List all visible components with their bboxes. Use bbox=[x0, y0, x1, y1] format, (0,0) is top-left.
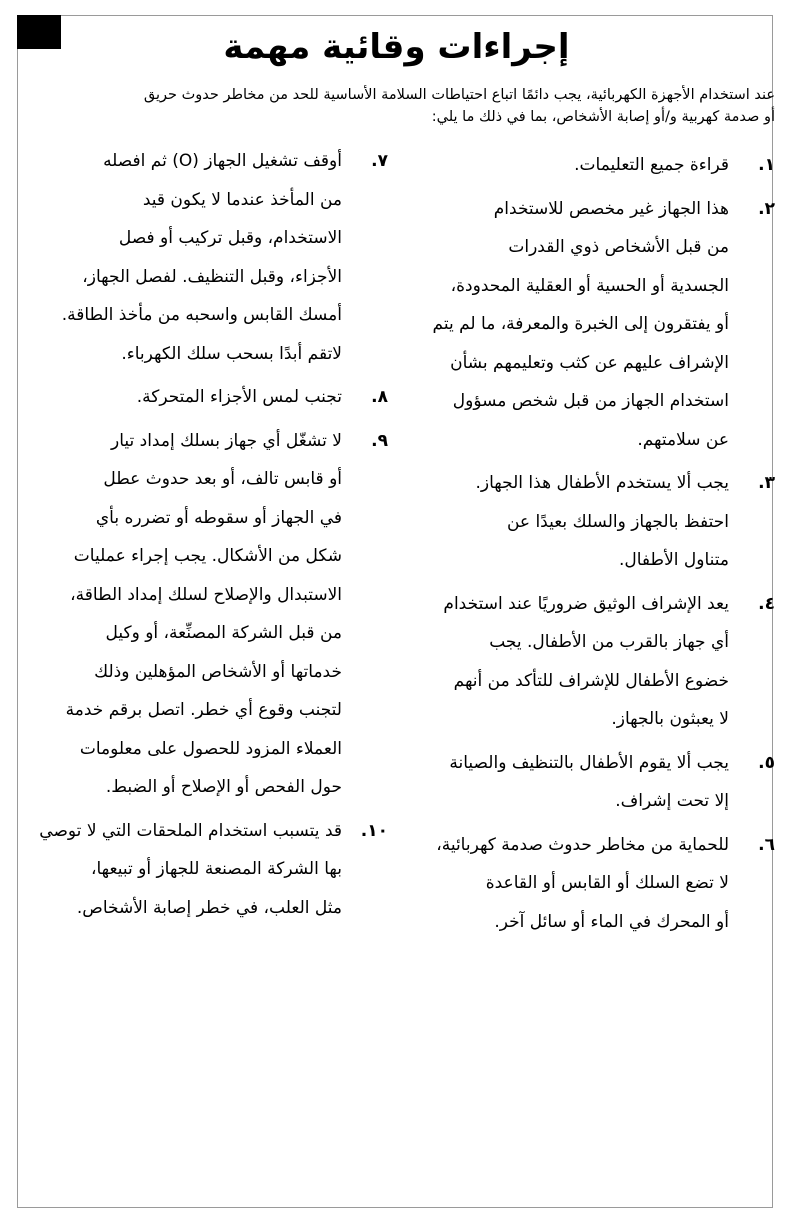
item-number: ١٠. bbox=[360, 820, 388, 841]
item-number: ٣. bbox=[758, 473, 775, 493]
item-line: لا تشغّل أي جهاز بسلك إمداد تيار bbox=[110, 430, 342, 451]
intro-line: أو صدمة كهربية و/أو إصابة الأشخاص، بما في ذلك ما يلي: bbox=[431, 109, 775, 125]
left-column bbox=[16, 142, 388, 932]
item-line: لا تضع السلك أو القابس أو القاعدة bbox=[485, 873, 729, 893]
list-item bbox=[16, 422, 388, 807]
item-line: يجب ألا يستخدم الأطفال هذا الجهاز. bbox=[475, 473, 729, 493]
item-line: شكل من الأشكال. يجب إجراء عمليات bbox=[73, 546, 342, 566]
list-item bbox=[405, 744, 775, 821]
item-line: أو يفتقرون إلى الخبرة والمعرفة، ما لم يتم bbox=[432, 314, 729, 334]
page-title: إجراءات وقائية مهمة bbox=[223, 27, 570, 67]
item-line: أي جهاز بالقرب من الأطفال. يجب bbox=[489, 632, 729, 652]
item-line: من قبل الأشخاص ذوي القدرات bbox=[508, 237, 729, 257]
item-number: ٧. bbox=[371, 151, 388, 171]
item-line: الجسدية أو الحسية أو العقلية المحدودة، bbox=[450, 275, 729, 296]
item-line: أو قابس تالف، أو بعد حدوث عطل bbox=[103, 469, 342, 489]
item-line: متناول الأطفال. bbox=[619, 550, 729, 570]
item-line: لا يعبثون بالجهاز. bbox=[611, 709, 729, 729]
list-item bbox=[405, 190, 775, 460]
item-line: قد يتسبب استخدام الملحقات التي لا توصي bbox=[39, 820, 342, 841]
list-item bbox=[405, 464, 775, 580]
list-item bbox=[405, 826, 775, 942]
item-number: ٢. bbox=[758, 198, 775, 219]
item-line: الإشراف عليهم عن كثب وتعليمهم بشأن bbox=[450, 352, 729, 373]
item-line: مثل العلب، في خطر إصابة الأشخاص. bbox=[76, 897, 342, 918]
item-line: هذا الجهاز غير مخصص للاستخدام bbox=[493, 198, 729, 219]
item-line: أوقف تشغيل الجهاز (O) ثم افصله bbox=[103, 151, 342, 171]
item-line: خضوع الأطفال للإشراف للتأكد من أنهم bbox=[453, 670, 729, 691]
item-line: لاتقم أبدًا بسحب سلك الكهرباء. bbox=[121, 343, 342, 364]
item-line: العملاء المزود للحصول على معلومات bbox=[79, 738, 342, 759]
item-line: إلا تحت إشراف. bbox=[615, 791, 729, 811]
item-line: للحماية من مخاطر حدوث صدمة كهربائية، bbox=[436, 834, 729, 855]
intro-line: عند استخدام الأجهزة الكهربائية، يجب دائمًا اتباع احتياطات السلامة الأساسية للحد من مخاطر حدوث حريق bbox=[143, 87, 775, 103]
item-number: ١. bbox=[758, 155, 775, 175]
item-line: يجب ألا يقوم الأطفال بالتنظيف والصيانة bbox=[449, 752, 729, 773]
item-line: أمسك القابس واسحبه من مأخذ الطاقة. bbox=[61, 305, 342, 325]
item-number: ٥. bbox=[758, 752, 775, 773]
list-item bbox=[16, 378, 388, 417]
item-line: قراءة جميع التعليمات. bbox=[574, 155, 729, 175]
item-line: خدماتها أو الأشخاص المؤهلين وذلك bbox=[94, 661, 342, 682]
item-line: لتجنب وقوع أي خطر. اتصل برقم خدمة bbox=[65, 700, 342, 720]
item-line: الاستبدال والإصلاح لسلك إمداد الطاقة، bbox=[70, 584, 342, 605]
item-line: الاستخدام، وقبل تركيب أو فصل bbox=[118, 228, 342, 248]
item-line: حول الفحص أو الإصلاح أو الضبط. bbox=[105, 777, 342, 797]
item-number: ٤. bbox=[758, 593, 775, 614]
item-line: استخدام الجهاز من قبل شخص مسؤول bbox=[452, 391, 729, 411]
item-number: ٨. bbox=[371, 387, 388, 407]
list-item bbox=[16, 812, 388, 928]
item-line: يعد الإشراف الوثيق ضروريًا عند استخدام bbox=[443, 593, 729, 614]
item-line: في الجهاز أو سقوطه أو تضرره بأي bbox=[95, 507, 342, 528]
item-line: الأجزاء، وقبل التنظيف. لفصل الجهاز، bbox=[82, 266, 342, 287]
intro-paragraph bbox=[66, 84, 775, 128]
item-number: ٩. bbox=[371, 430, 388, 451]
list-item bbox=[16, 142, 388, 373]
list-item bbox=[405, 146, 775, 185]
item-line: احتفظ بالجهاز والسلك بعيدًا عن bbox=[506, 511, 729, 532]
item-line: بها الشركة المصنعة للجهاز أو تبيعها، bbox=[91, 859, 342, 879]
item-line: تجنب لمس الأجزاء المتحركة. bbox=[136, 387, 342, 407]
item-line: أو المحرك في الماء أو سائل آخر. bbox=[494, 911, 729, 932]
item-line: من المأخذ عندما لا يكون قيد bbox=[142, 189, 342, 210]
right-column bbox=[405, 146, 775, 946]
item-line: عن سلامتهم. bbox=[637, 429, 729, 450]
item-number: ٦. bbox=[758, 834, 775, 855]
list-item bbox=[405, 585, 775, 739]
item-line: من قبل الشركة المصنِّعة، أو وكيل bbox=[105, 623, 342, 643]
